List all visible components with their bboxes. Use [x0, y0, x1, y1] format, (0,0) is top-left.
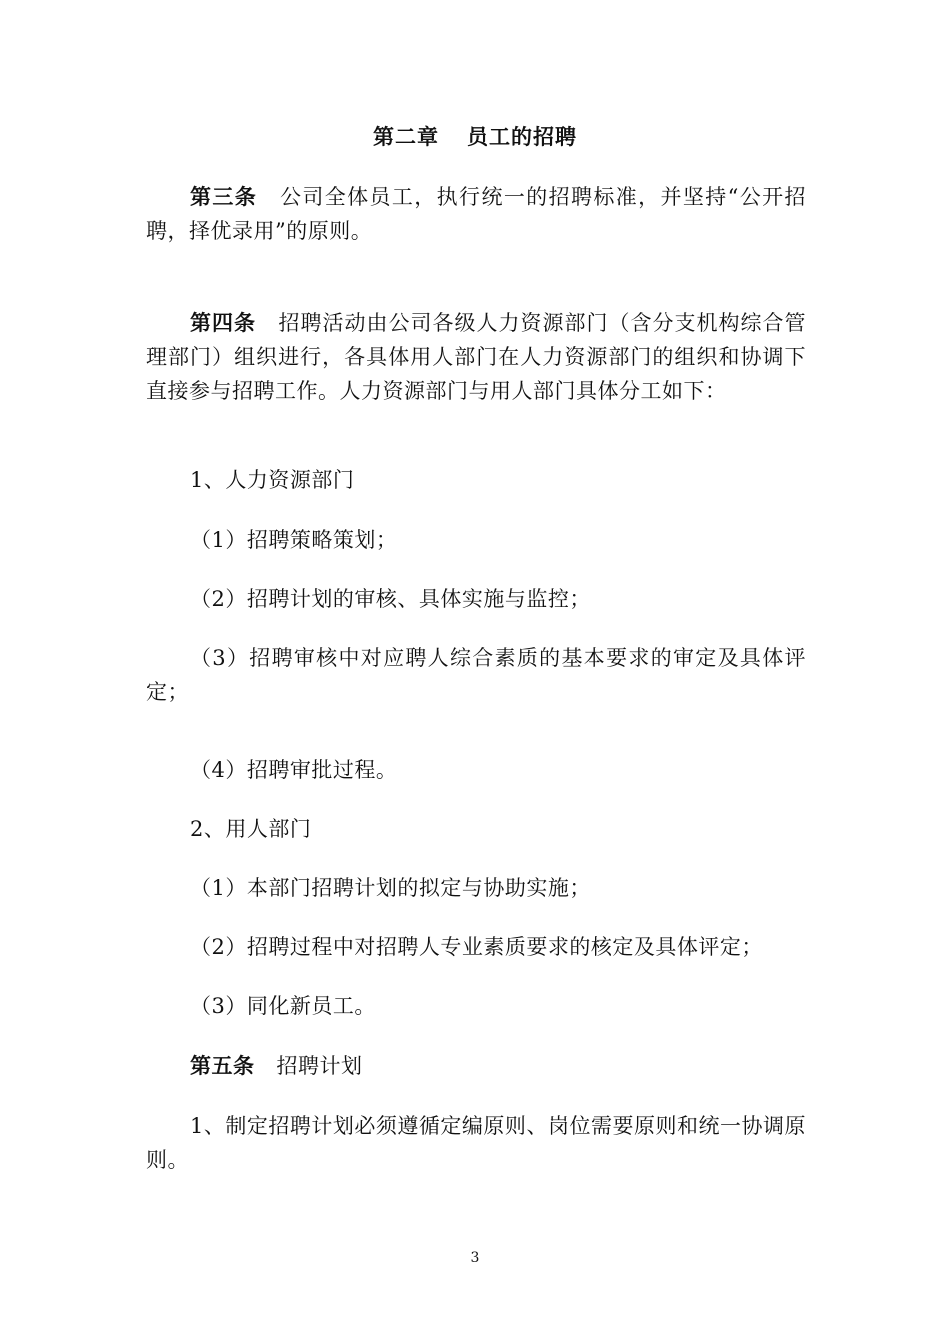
dept-item-3: （3）同化新员工。: [190, 994, 376, 1018]
dept-heading: 2、用人部门: [190, 817, 312, 841]
hr-item-4: （4）招聘审批过程。: [190, 758, 398, 782]
article-4-text: 招聘活动由公司各级人力资源部门（含分支机构综合管理部门）组织进行，各具体用人部门在人力资源部门的组织和协调下直接参与招聘工作。人力资源部门与用人部门具体分工如下：: [146, 311, 806, 403]
hr-item-1: （1）招聘策略策划；: [190, 528, 398, 552]
chapter-title-prefix: 第二章: [373, 124, 439, 149]
chapter-title-text: 员工的招聘: [467, 124, 577, 149]
page-number: 3: [470, 1250, 480, 1266]
article-5-text: 招聘计划: [276, 1054, 363, 1078]
article-4-label: 第四条: [190, 310, 256, 335]
article-3-text: 公司全体员工，执行统一的招聘标准，并坚持“公开招聘，择优录用”的原则。: [146, 185, 806, 243]
hr-heading: 1、人力资源部门: [190, 468, 355, 492]
hr-item-3: （3）招聘审核中对应聘人综合素质的基本要求的审定及具体评定；: [146, 646, 806, 704]
article-4: [146, 306, 806, 408]
article-3: [146, 180, 806, 248]
article-3-label: 第三条: [190, 184, 258, 209]
article-5: [146, 1049, 806, 1083]
dept-item-1: （1）本部门招聘计划的拟定与协助实施；: [190, 876, 591, 900]
article-5-item-1: 1、制定招聘计划必须遵循定编原则、岗位需要原则和统一协调原则。: [146, 1114, 806, 1172]
dept-item-2: （2）招聘过程中对招聘人专业素质要求的核定及具体评定；: [190, 935, 763, 959]
hr-item-2: （2）招聘计划的审核、具体实施与监控；: [190, 587, 591, 611]
chapter-title: [0, 120, 950, 154]
article-5-label: 第五条: [190, 1053, 255, 1078]
